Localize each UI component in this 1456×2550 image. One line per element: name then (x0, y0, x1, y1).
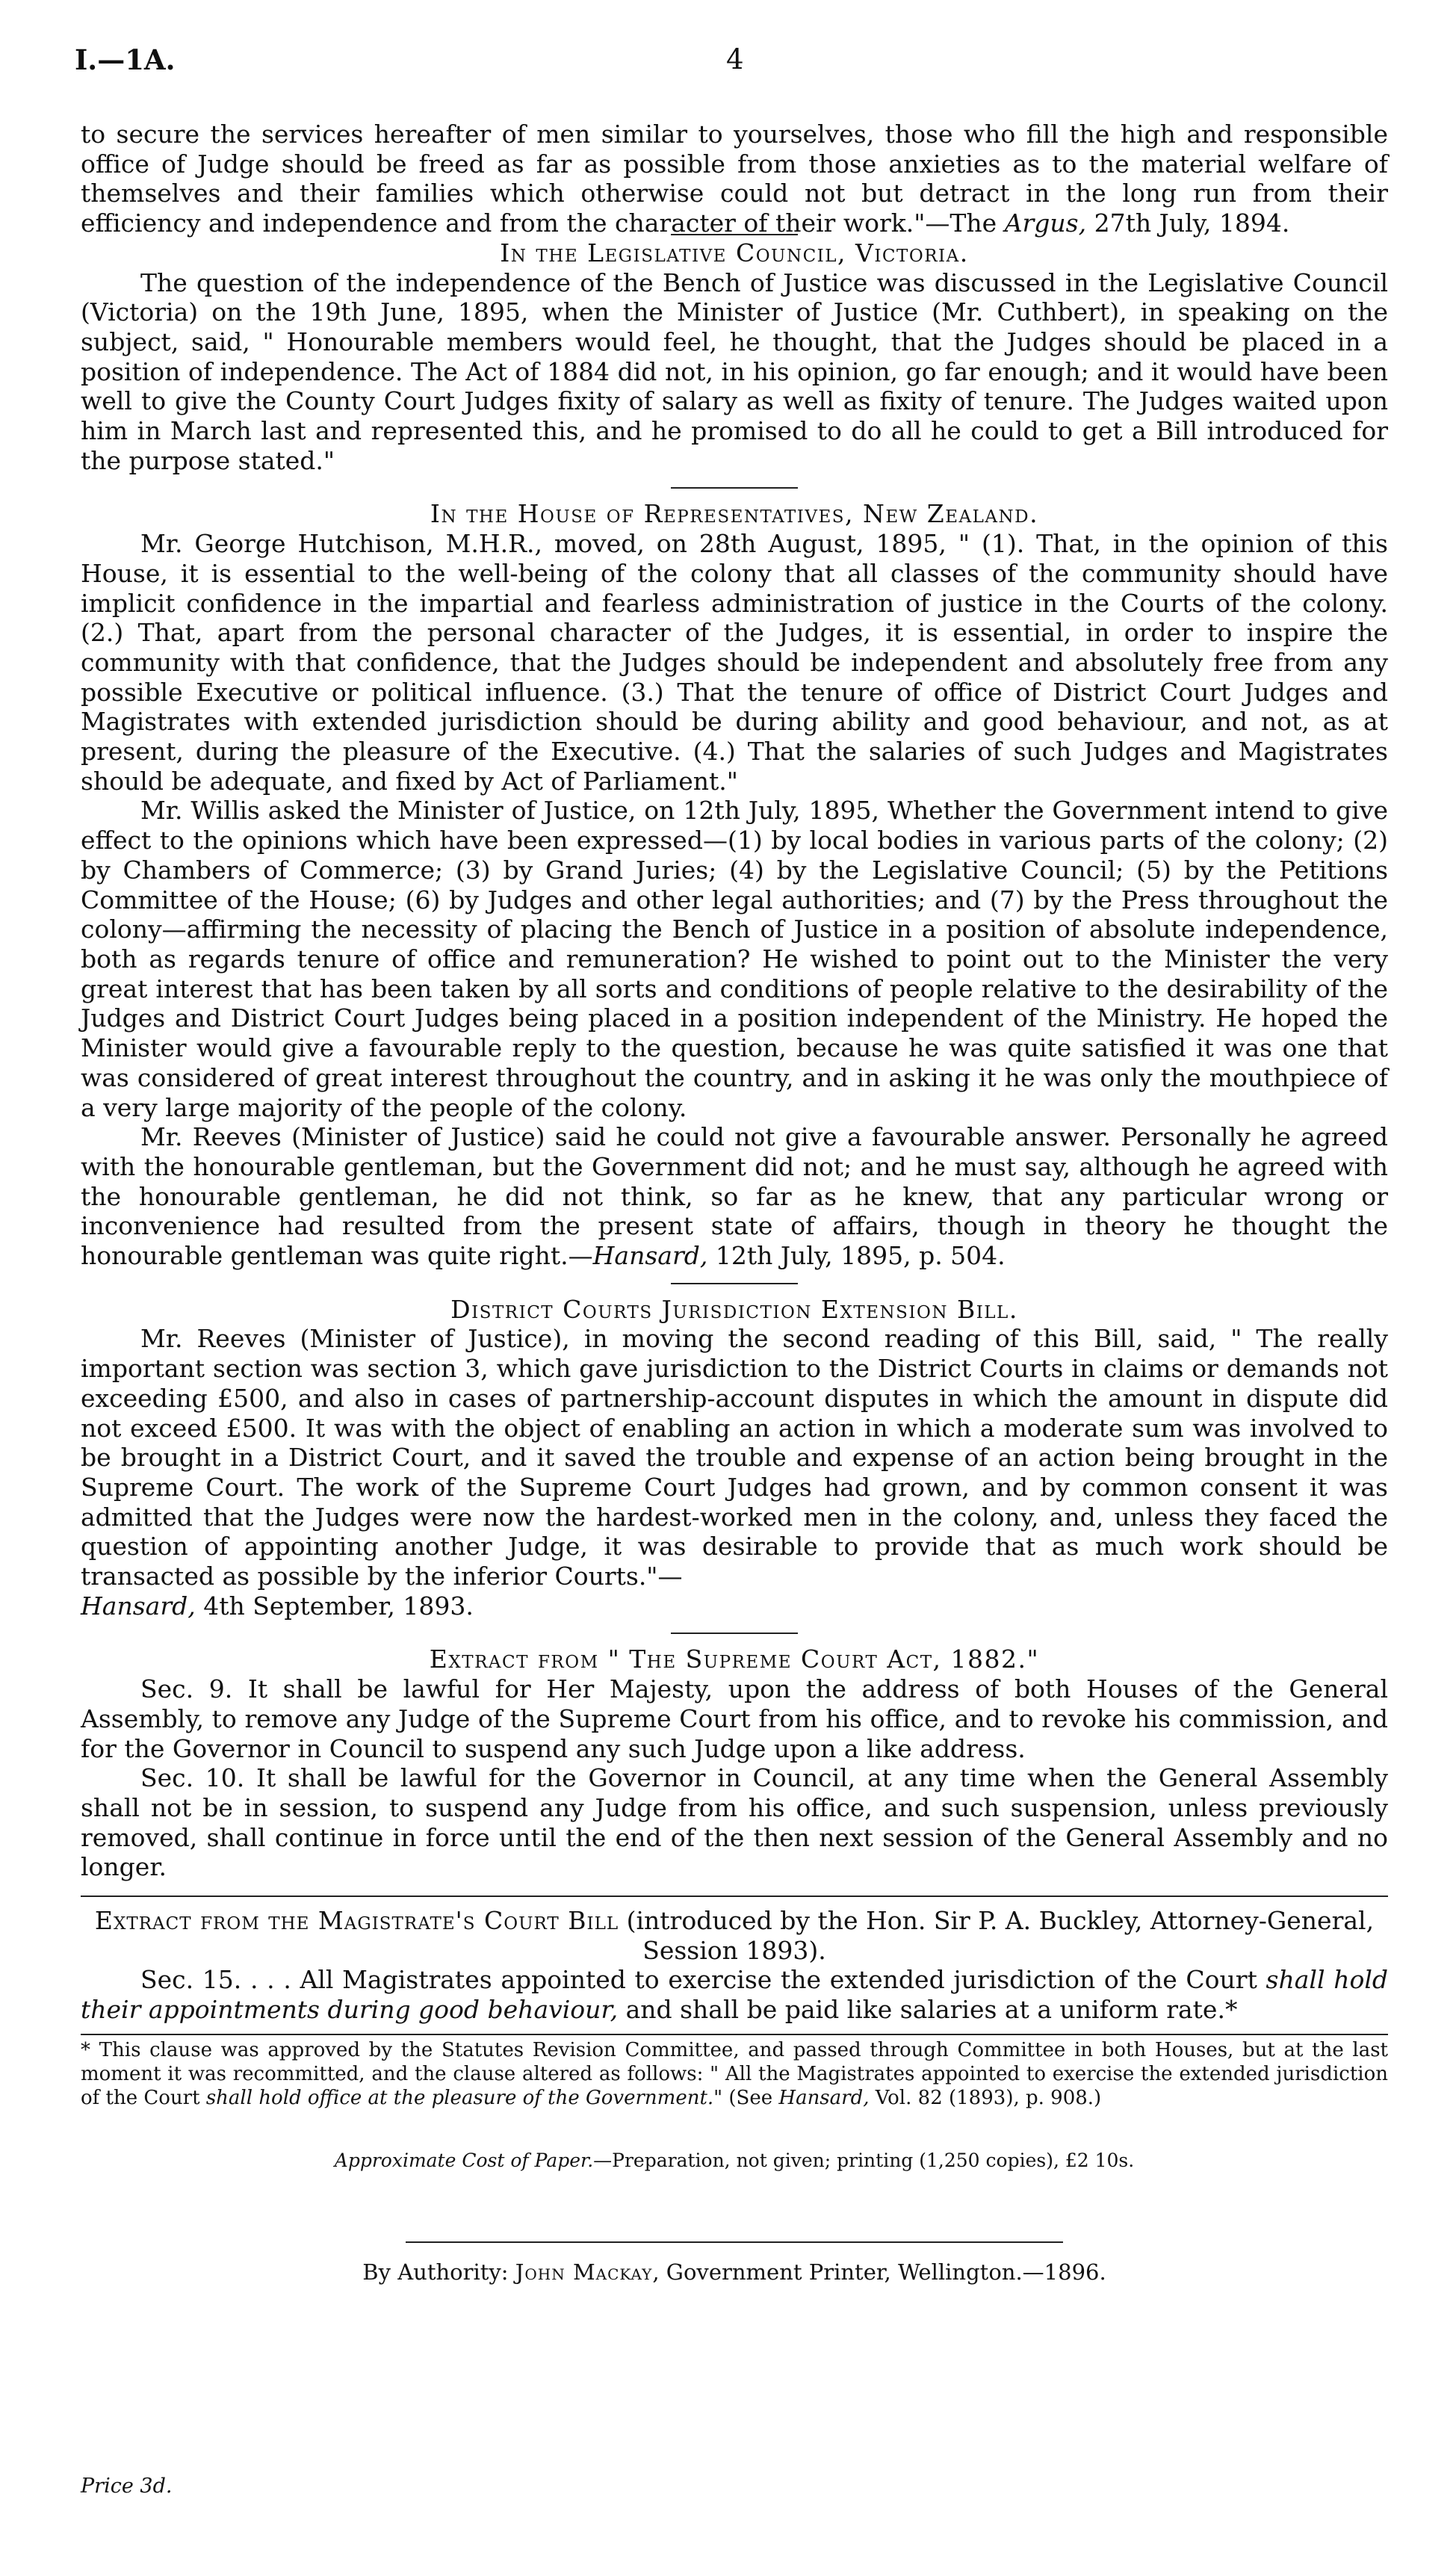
cost-label: Approximate Cost of Paper. (334, 2149, 594, 2171)
supreme-section-10: Sec. 10. It shall be lawful for the Governor in Council, at any time when the General Assembly shall not be in session, to suspend any Judge from his office, and such suspension, unless previously removed, shall continue in force until the end of the then next session of the General Assembly and no longer. (81, 1763, 1388, 1882)
house-paragraph-1: Mr. George Hutchison, M.H.R., moved, on 28th August, 1895, " (1). That, in the opinion of this House, it is essential to the well-being of the colony that all classes of the community should have implicit confidence in the impartial and fearless administration of justice in the Courts of the colony. (2.) That, apart from the personal character of the Judges, it is essential, in order to inspire the community with that confidence, that the Judges should be independent and absolutely free from any possible Executive or political influence. (3.) That the tenure of office of District Court Judges and Magistrates with extended jurisdiction should be during ability and good behaviour, and not, as at present, during the pleasure of the Executive. (4.) That the salaries of such Judges and Magistrates should be adequate, and fixed by Act of Parliament." (81, 529, 1388, 796)
supreme-section-9: Sec. 9. It shall be lawful for Her Majesty, upon the address of both Houses of the General Assembly, to remove any Judge of the Supreme Court from his office, and to revoke his commission, and for the Governor in Council to suspend any such Judge upon a like address. (81, 1674, 1388, 1763)
intro-text: to secure the services hereafter of men similar to yourselves, those who fill the high and responsible office of Judge should be freed as far as possible from those anxieties as to the material welfare of themselves and their families which otherwise could not but detract in the long run from their efficiency and independence and from the character of their work."—The (81, 120, 1388, 238)
magistrate-section-15-a: Sec. 15. . . . All Magistrates appointed to exercise the extended jurisdiction of the Court (140, 1965, 1266, 1995)
intro-paragraph (81, 120, 1388, 238)
house-paragraph-3 (81, 1122, 1388, 1271)
section-divider (671, 1633, 798, 1634)
footnote-divider (81, 2034, 1388, 2035)
magistrate-heading (81, 1906, 1388, 1965)
intro-source: Argus, (1004, 208, 1087, 238)
page-header (75, 43, 1381, 88)
document-body (81, 120, 1388, 2287)
house-heading: In the House of Representatives, New Zealand. (430, 499, 1039, 529)
cost-of-paper (81, 2146, 1388, 2176)
district-date: 4th September, 1893. (195, 1591, 474, 1621)
house-paragraph-3-text: Mr. Reeves (Minister of Justice) said he could not give a favourable answer. Personally he agreed with the honourable gentleman, but the Government did not; and he must say, although he agreed with the honourable gentleman, he did not think, so far as he knew, that any particular wrong or inconvenience had resulted from the present state of affairs, though in theory he thought the honourable gentleman was quite right.— (81, 1122, 1388, 1271)
printer-name: John Mackay (515, 2259, 653, 2285)
authority-label: By Authority: (362, 2259, 515, 2285)
footnote-a: * This clause was approved by the Statutes Revision Committee, and passed through Committee in both Houses, but at the last moment it was recommitted, and the clause altered as follows: " All the Magistrates appointed to exercise the extended jurisdiction of the Court (81, 2038, 1388, 2109)
price: Price 3d. (81, 2475, 173, 2498)
supreme-heading: Extract from " The Supreme Court Act, 1882." (429, 1644, 1040, 1674)
magistrate-section-15-italic: shall hold their appointments during good behaviour, (81, 1965, 1388, 2025)
authority-rest: , Government Printer, Wellington.—1896. (652, 2259, 1106, 2285)
district-source: Hansard, (81, 1591, 196, 1621)
council-paragraph: The question of the independence of the Bench of Justice was discussed in the Legislative Council (Victoria) on the 19th June, 1895, when the Minister of Justice (Mr. Cuthbert), in speaking on the subject, said, " Honourable members would feel, he thought, that the Judges should be placed in a position of independence. The Act of 1884 did not, in his opinion, go far enough; and it would have been well to give the County Court Judges fixity of salary as well as fixity of tenure. The Judges waited upon him in March last and represented this, and he promised to do all he could to get a Bill introduced for the purpose stated." (81, 267, 1388, 475)
house-paragraph-2: Mr. Willis asked the Minister of Justice, on 12th July, 1895, Whether the Government intend to give effect to the opinions which have been expressed—(1) by local bodies in various parts of the colony; (2) by Chambers of Commerce; (3) by Grand Juries; (4) by the Legislative Council; (5) by the Petitions Committee of the House; (6) by Judges and other legal authorities; and (7) by the Press throughout the colony—affirming the necessity of placing the Bench of Justice in a position of absolute independence, both as regards tenure of office and remuneration? He wished to point out to the Minister the very great interest that has been taken by all sorts and conditions of people relative to the desirability of the Judges and District Court Judges being placed in a position independent of the Ministry. He hoped the Minister would give a favourable reply to the question, because he was quite satisfied it was one that was considered of great interest throughout the country, and in asking it he was only the mouthpiece of a very large majority of the people of the colony. (81, 796, 1388, 1122)
intro-date: 27th July, 1894. (1086, 208, 1290, 238)
council-heading: In the Legislative Council, Victoria. (500, 238, 969, 267)
footnote-italic: shall hold office at the pleasure of the Government. (205, 2086, 714, 2109)
page-number: 4 (726, 43, 744, 75)
footnote-b: " (See (713, 2086, 779, 2109)
footnote-c: Vol. 82 (1893), p. 908.) (869, 2086, 1102, 2109)
section-divider (671, 1283, 798, 1284)
district-paragraph (81, 1324, 1388, 1621)
section-divider-full (81, 1896, 1388, 1897)
footnote-source: Hansard, (778, 2086, 870, 2109)
document-reference: I.—1A. (75, 43, 176, 76)
cost-text: —Preparation, not given; printing (1,250 copies), £2 10s. (593, 2149, 1135, 2171)
district-text: Mr. Reeves (Minister of Justice), in moving the second reading of this Bill, said, " The really important section was section 3, which gave jurisdiction to the District Courts in claims or demands not exceeding £500, and also in cases of partnership-account disputes in which the amount in dispute did not exceed £500. It was with the object of enabling an action in which a moderate sum was involved to be brought in a District Court, and it saved the trouble and expense of an action being brought in the Supreme Court. The work of the Supreme Court Judges had grown, and by common consent it was admitted that the Judges were now the hardest-worked men in the colony, and, unless they faced the question of appointing another Judge, it was desirable to provide that as much work should be transacted as possible by the inferior Courts."— (81, 1324, 1388, 1591)
house-paragraph-3-end: 12th July, 1895, p. 504. (707, 1241, 1006, 1271)
magistrate-heading-title: Extract from the Magistrate's Court Bill (94, 1906, 619, 1936)
authority-divider (406, 2241, 1063, 2243)
magistrate-heading-detail: (introduced by the Hon. Sir P. A. Buckley, Attorney-General, Session 1893). (619, 1906, 1375, 1965)
district-heading: District Courts Jurisdiction Extension Bill. (450, 1294, 1018, 1324)
section-divider (671, 487, 798, 489)
printer-authority (81, 2258, 1388, 2288)
house-paragraph-3-source: Hansard, (592, 1241, 708, 1271)
magistrate-section-15-b: and shall be paid like salaries at a uniform rate.* (618, 1995, 1238, 2025)
magistrate-section-15 (81, 1965, 1388, 2024)
footnote (81, 2038, 1388, 2110)
